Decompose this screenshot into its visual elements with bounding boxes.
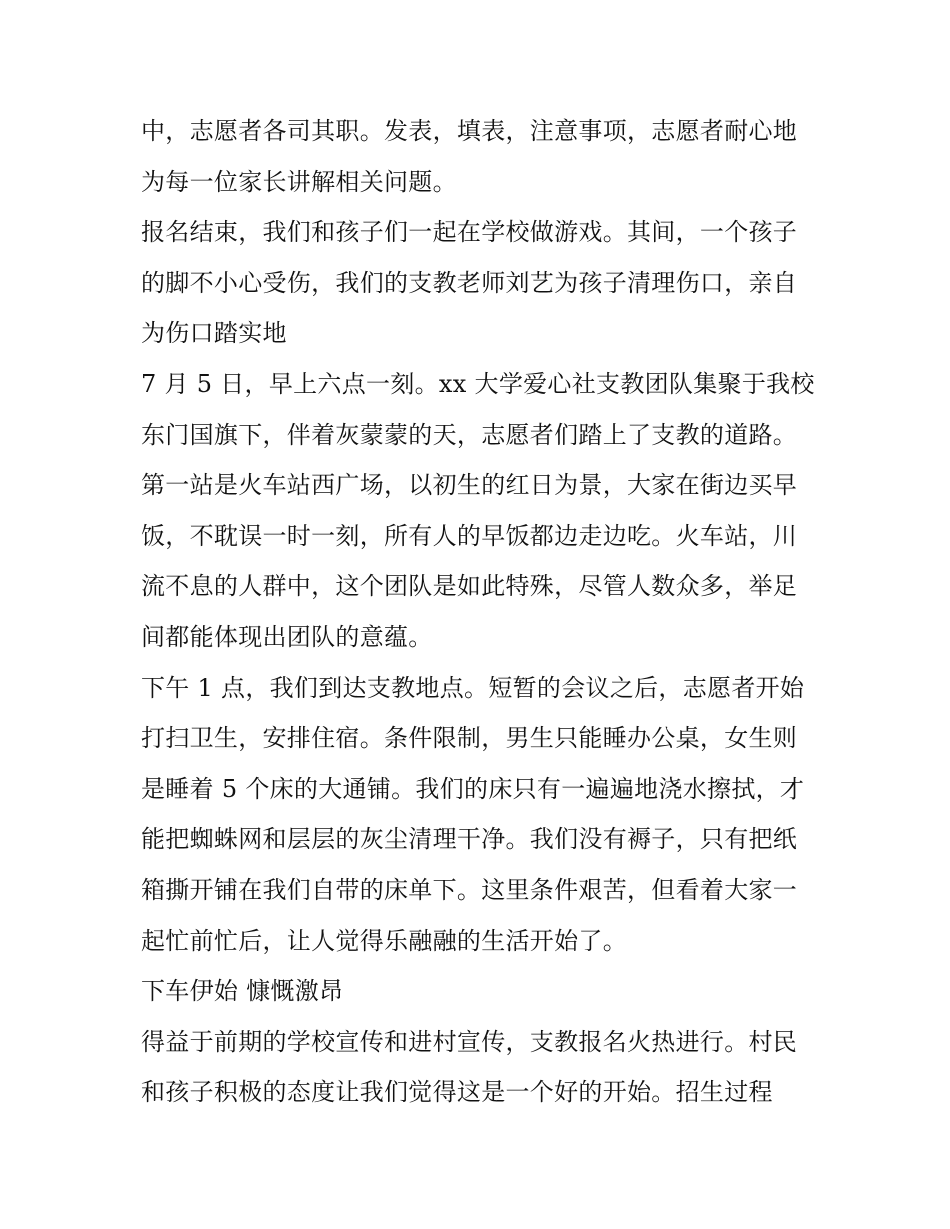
heading-line: 下车伊始 慷慨激昂 — [141, 977, 344, 1006]
text-line: 的脚不小心受伤，我们的支教老师刘艺为孩子清理伤口，亲自 — [141, 268, 798, 297]
text-line: 流不息的人群中，这个团队是如此特殊，尽管人数众多，举足 — [141, 572, 798, 601]
paragraph-1 — [141, 106, 816, 207]
paragraph-4 — [141, 663, 816, 967]
text-line: 得益于前期的学校宣传和进村宣传，支教报名火热进行。村民 — [141, 1027, 798, 1056]
text-line: 报名结束，我们和孩子们一起在学校做游戏。其间，一个孩子 — [141, 218, 798, 247]
paragraph-2 — [141, 207, 816, 359]
text-line: 下午 1 点，我们到达支教地点。短暂的会议之后，志愿者开始 — [141, 673, 805, 702]
section-heading — [141, 966, 816, 1017]
text-line: 箱撕开铺在我们自带的床单下。这里条件艰苦，但看着大家一 — [141, 875, 798, 904]
document-body — [141, 106, 816, 1118]
text-line: 饭，不耽误一时一刻，所有人的早饭都边走边吃。火车站，川 — [141, 521, 798, 550]
text-line: 为伤口踏实地 — [141, 319, 287, 348]
paragraph-3 — [141, 359, 816, 663]
text-line: 能把蜘蛛网和层层的灰尘清理干净。我们没有褥子，只有把纸 — [141, 825, 798, 854]
text-line: 间都能体现出团队的意蕴。 — [141, 622, 433, 651]
paragraph-6 — [141, 1017, 816, 1118]
text-line: 是睡着 5 个床的大通铺。我们的床只有一遍遍地浇水擦拭，才 — [141, 774, 805, 803]
text-line: 和孩子积极的态度让我们觉得这是一个好的开始。招生过程 — [141, 1078, 773, 1107]
text-line: 第一站是火车站西广场，以初生的红日为景，大家在街边买早 — [141, 471, 798, 500]
text-line: 7 月 5 日，早上六点一刻。xx 大学爱心社支教团队集聚于我校 — [141, 369, 815, 398]
text-line: 中，志愿者各司其职。发表，填表，注意事项，志愿者耐心地 — [141, 117, 798, 145]
text-line: 为每一位家长讲解相关问题。 — [141, 167, 457, 196]
text-line: 东门国旗下，伴着灰蒙蒙的天，志愿者们踏上了支教的道路。 — [141, 420, 798, 449]
text-line: 打扫卫生，安排住宿。条件限制，男生只能睡办公桌，女生则 — [141, 724, 798, 753]
text-line: 起忙前忙后，让人觉得乐融融的生活开始了。 — [141, 926, 627, 955]
